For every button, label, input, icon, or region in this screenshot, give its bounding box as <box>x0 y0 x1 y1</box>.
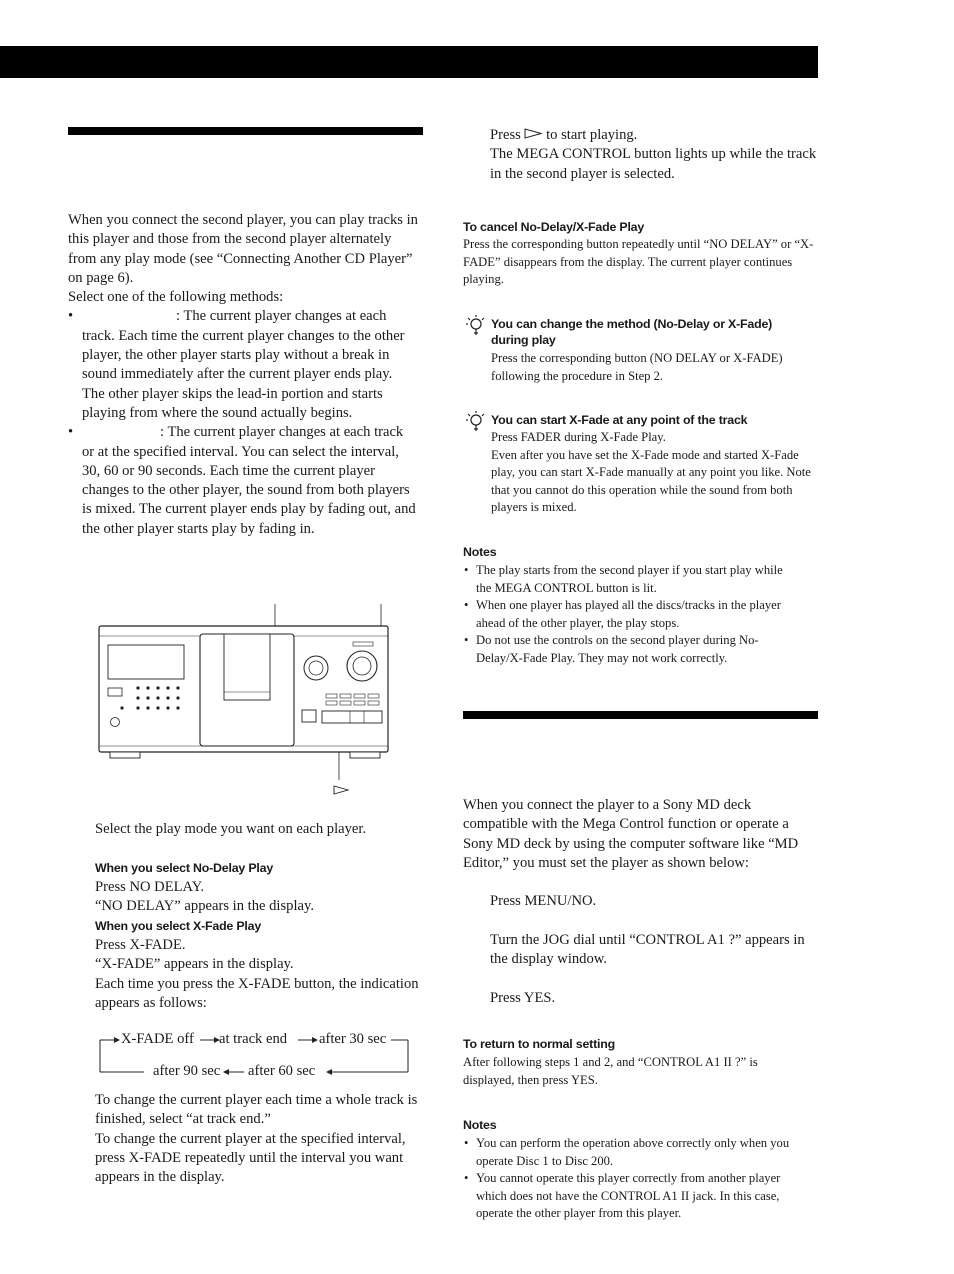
method-item-no-delay <box>68 307 418 423</box>
return-text: After following steps 1 and 2, and “CONTROL A1 II ?” is displayed, then press YES. <box>463 1055 758 1087</box>
section-rule-right <box>463 711 818 719</box>
xfade-block <box>95 936 420 1013</box>
notes2-block <box>463 1135 808 1223</box>
notes2-list <box>463 1135 808 1223</box>
note-bullet: • <box>464 598 469 613</box>
note-item <box>463 632 799 667</box>
tip2-text-1: Press FADER during X-Fade Play. <box>491 430 666 444</box>
tip2-block <box>491 429 819 517</box>
cancel-heading: To cancel No-Delay/X-Fade Play <box>463 220 645 234</box>
note-text: Do not use the controls on the second player during No-Delay/X-Fade Play. They may not work correctly. <box>476 633 759 665</box>
method-no-delay-text: : The current player changes at each track. Each time the current player changes to the other player, the other player starts play without a break in sound immediately after the current player ends play. The other player skips the lead-in portion and starts playing from where the sound actually begins. <box>82 308 405 421</box>
cycle-after-90: after 90 sec <box>153 1063 221 1079</box>
note-text: You can perform the operation above correctly only when you operate Disc 1 to Disc 200. <box>476 1136 790 1168</box>
intro-paragraph: When you connect the second player, you can play tracks in this player and those from the second player alternately from any play mode (see “Connecting Another CD Player” on page 6). <box>68 212 418 286</box>
mega-control-lights-text: The MEGA CONTROL button lights up while the track in the second player is selected. <box>490 146 817 182</box>
select-methods-text: Select one of the following methods: <box>68 289 284 306</box>
nodelay-block <box>95 878 420 917</box>
press-play-prefix: Press <box>490 127 521 143</box>
section-rule-left <box>68 127 423 135</box>
md-intro: When you connect the player to a Sony MD deck compatible with the Mega Control function or operate a Sony MD deck by using the computer software like “MD Editor,” you must set the player as shown below: <box>463 797 799 871</box>
xfade-heading: When you select X-Fade Play <box>95 919 262 933</box>
step-2-block <box>95 820 420 839</box>
press-play-line <box>490 126 820 145</box>
nodelay-display-text: “NO DELAY” appears in the display. <box>95 898 314 915</box>
nodelay-heading: When you select No-Delay Play <box>95 861 274 875</box>
tip1-text: Press the corresponding button (NO DELAY or X-FADE) following the procedure in Step 2. <box>491 351 783 383</box>
change-track-end-text: To change the current player each time a whole track is finished, select “at track end.” <box>95 1092 418 1128</box>
note-item <box>463 597 799 632</box>
note-bullet: • <box>464 563 469 577</box>
method-list <box>68 307 418 539</box>
nodelay-press-text: Press NO DELAY. <box>95 879 205 895</box>
lightbulb-icon <box>465 314 485 336</box>
cycle-after-30: after 30 sec <box>319 1031 387 1047</box>
notes1-list <box>463 562 799 668</box>
note-bullet: • <box>464 1136 469 1150</box>
note-item <box>463 1170 808 1223</box>
note-item <box>463 1135 808 1170</box>
bullet-mark: • <box>68 308 74 325</box>
tip1-heading: You can change the method (No-Delay or X-Fade) during play <box>491 317 773 347</box>
change-player-block <box>95 1091 420 1187</box>
md-step-1: Press MENU/NO. <box>490 893 597 909</box>
cancel-text: Press the corresponding button repeatedly until “NO DELAY” or “X-FADE” disappears from the display. The current player continues playing. <box>463 237 814 287</box>
md-step-2: Turn the JOG dial until “CONTROL A1 ?” appears in the display window. <box>490 932 805 968</box>
play-icon <box>524 128 542 139</box>
cycle-at-track-end: at track end <box>219 1031 288 1047</box>
note-bullet: • <box>464 1171 469 1186</box>
cycle-xfade-off: X-FADE off <box>121 1031 194 1047</box>
xfade-display-text: “X-FADE” appears in the display. <box>95 956 294 973</box>
xfade-press-text: Press X-FADE. <box>95 937 186 953</box>
tip2-text-2: Even after you have set the X-Fade mode and started X-Fade play, you can start X-Fade manually at any point you like. Note that you cannot do this operation while the sound from both players is mixed. <box>491 447 811 515</box>
left-intro-block <box>68 211 418 539</box>
change-interval-text: To change the current player at the specified interval, press X-FADE repeatedly until the interval you want appears in the display. <box>95 1130 406 1186</box>
tip2-heading: You can start X-Fade at any point of the track <box>491 413 748 427</box>
note-item <box>463 562 799 597</box>
step-3-block <box>490 126 820 184</box>
notes1-block <box>463 562 799 668</box>
xfade-each-time-text: Each time you press the X-FADE button, the indication appears as follows: <box>95 975 419 1011</box>
md-step-3: Press YES. <box>490 990 556 1006</box>
method-x-fade-text: : The current player changes at each track or at the specified interval. You can select the interval, 30, 60 or 90 seconds. Each time the current player changes to the other player, the sound from both players is mixed. The current player ends play by fading out, and the other player starts play by fading in. <box>82 424 416 537</box>
notes2-heading: Notes <box>463 1118 497 1132</box>
note-bullet: • <box>464 633 469 648</box>
step-2-text: Select the play mode you want on each player. <box>95 821 367 837</box>
return-heading: To return to normal setting <box>463 1037 616 1051</box>
lightbulb-icon <box>465 410 485 432</box>
bullet-mark: • <box>68 424 74 441</box>
cd-player-illustration <box>96 600 396 800</box>
cycle-after-60: after 60 sec <box>248 1063 316 1079</box>
method-item-x-fade <box>68 423 418 539</box>
press-play-suffix: to start playing. <box>546 127 638 143</box>
note-text: When one player has played all the discs/tracks in the player ahead of the other player, the play stops. <box>476 598 781 630</box>
page-header-bar <box>0 46 818 78</box>
note-text: The play starts from the second player if you start play while the MEGA CONTROL button is lit. <box>476 563 783 595</box>
notes1-heading: Notes <box>463 545 497 559</box>
note-text: You cannot operate this player correctly from another player which does not have the CONTROL A1 II jack. In this case, operate the other player from this player. <box>476 1171 781 1221</box>
